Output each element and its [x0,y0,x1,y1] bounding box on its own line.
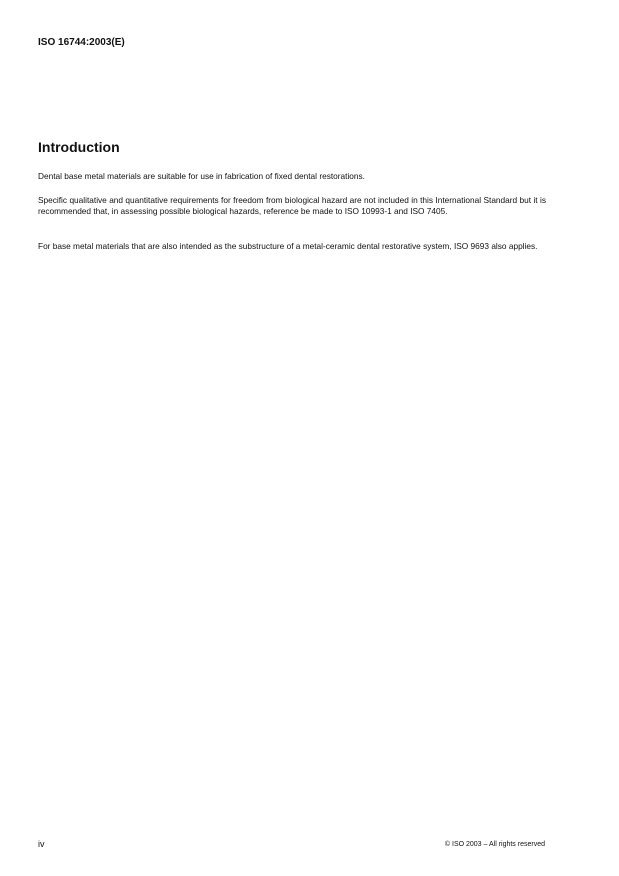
section-title: Introduction [38,139,120,155]
document-id-header: ISO 16744:2003(E) [38,37,125,48]
paragraph-intro: Dental base metal materials are suitable for use in fabrication of fixed dental restorations. [38,171,365,181]
copyright-notice: © ISO 2003 – All rights reserved [444,841,545,848]
paragraph-metal-ceramic: For base metal materials that are also intended as the substructure of a metal-ceramic dental restorative system, ISO 9693 also applies. [38,241,538,251]
page-number: iv [38,839,45,849]
paragraph-biological-hazard: Specific qualitative and quantitative requirements for freedom from biological hazard are not included in this International Standard but it is recommended that, in assessing possible biological hazards, reference be made to ISO 10993-1 and ISO 7405. [38,195,546,216]
